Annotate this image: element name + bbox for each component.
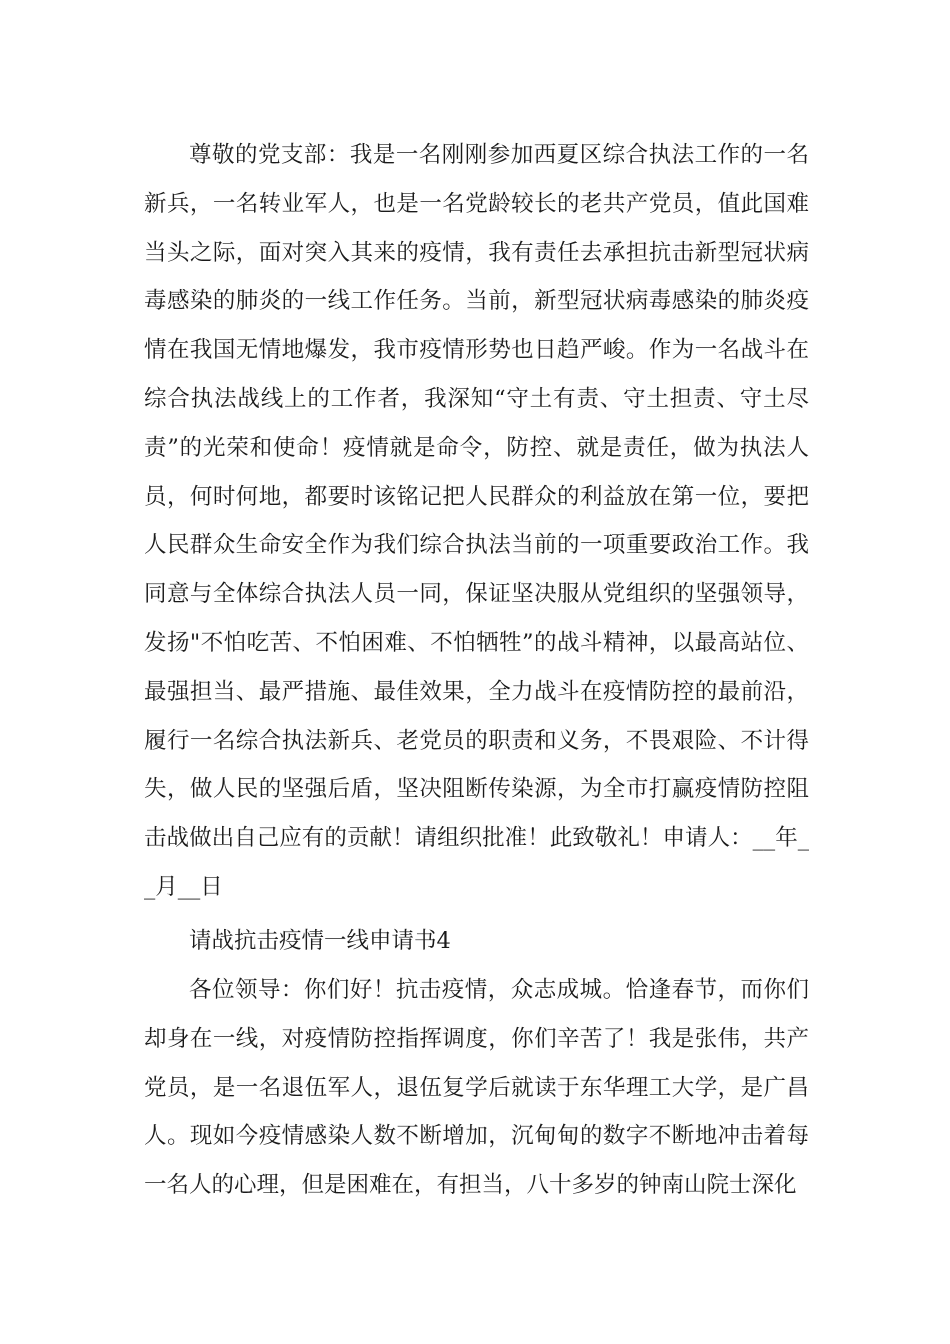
section-title: 请战抗击疫情一线申请书4: [189, 928, 451, 954]
application-paragraph: 尊敬的党支部：我是一名刚刚参加西夏区综合执法工作的一名新兵，一名转业军人，也是一名党龄较长的老共产党员，值此国难当头之际，面对突入其来的疫情，我有责任去承担抗击新型冠状病毒感染的肺炎的一线工作任务。当前，新型冠状病毒感染的肺炎疫情在我国无情地爆发，我市疫情形势也日趋严峻。作为一名战斗在综合执法战线上的工作者，我深知“守土有责、守土担责、守土尽责”的光荣和使命！疫情就是命令，防控、就是责任，做为执法人员，何时何地，都要时该铭记把人民群众的利益放在第一位，要把人民群众生命安全作为我们综合执法当前的一项重要政治工作。我同意与全体综合执法人员一同，保证坚决服从党组织的坚强领导，发扬"不怕吃苦、不怕困难、不怕牺牲”的战斗精神，以最高站位、最强担当、最严措施、最佳效果，全力战斗在疫情防控的最前沿，履行一名综合执法新兵、老党员的职责和义务，不畏艰险、不计得失，做人民的坚强后盾，坚决阻断传染源，为全市打赢疫情防控阻击战做出自己应有的贡献！请组织批准！此致敬礼！申请人：__年__月__日: [144, 142, 809, 900]
application-paragraph-2: 各位领导：你们好！抗击疫情，众志成城。恰逢春节，而你们却身在一线，对疫情防控指挥调度，你们辛苦了！我是张伟，共产党员，是一名退伍军人，退伍复学后就读于东华理工大学，是广昌人。现如今疫情感染人数不断增加，沉甸甸的数字不断地冲击着每一名人的心理，但是困难在，有担当，八十多岁的钟南山院士深化: [144, 977, 809, 1199]
